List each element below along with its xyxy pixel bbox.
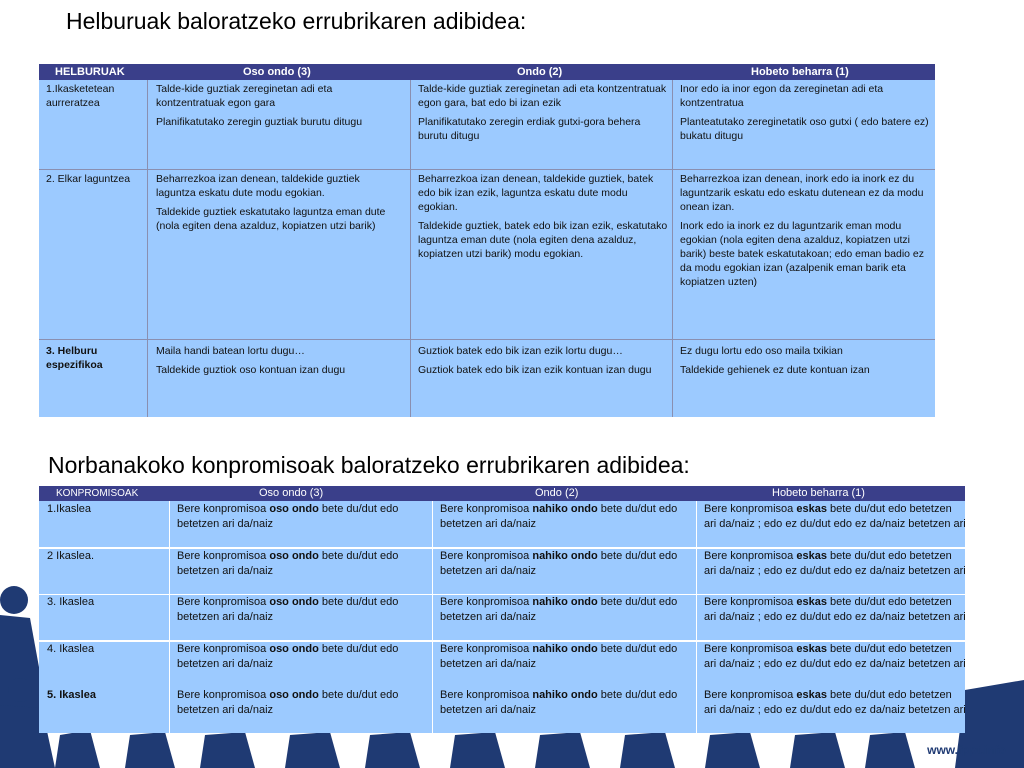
table-cell: Bere konpromisoa oso ondo bete du/dut edo betetzen ari da/naiz bbox=[177, 596, 399, 623]
table-cell: Bere konpromisoa eskas bete du/dut edo betetzen ari da/naiz ; edo ez du/dut edo ez da/naiz betetzen ari bbox=[704, 503, 966, 530]
table-row bbox=[39, 501, 965, 547]
table-row bbox=[39, 641, 965, 687]
table-cell: Guztiok batek edo bik izan ezik lortu dugu… Guztiok batek edo bik izan ezik kontuan izan dugu bbox=[418, 345, 652, 376]
footer-url: www.fppt.info bbox=[927, 743, 1006, 757]
header-very-good: Oso ondo (3) bbox=[243, 66, 311, 78]
header-very-good: Oso ondo (3) bbox=[259, 487, 324, 499]
table-cell: Beharrezkoa izan denean, inork edo ia inork ez du laguntzarik eskatu edo eskatu dutenean ez da modu onean izan. Inork edo ia inork ez du laguntzarik eman modu egokian (nola egiten dena azalduz, kopiatzen utzi barik) beste batek eskatutakoan; edo eman badio ez da modu egokian izan (azalpenik eman barik eta kopiatzen uzten) bbox=[680, 173, 924, 288]
table-cell: Ez dugu lortu edo oso maila txikian Taldekide gehienek ez dute kontuan izan bbox=[680, 345, 870, 376]
table-cell: Bere konpromisoa eskas bete du/dut edo betetzen ari da/naiz ; edo ez du/dut edo ez da/naiz betetzen ari bbox=[704, 549, 966, 577]
header-needs-improvement: Hobeto beharra (1) bbox=[751, 66, 849, 78]
table-cell: Maila handi batean lortu dugu… Taldekide guztiok oso kontuan izan dugu bbox=[156, 345, 346, 376]
goal-label: 1.Ikasketetean aurreratzea bbox=[46, 83, 115, 109]
goal-label: 2. Elkar laguntzea bbox=[46, 173, 131, 185]
table-cell: Bere konpromisoa oso ondo bete du/dut edo betetzen ari da/naiz bbox=[177, 689, 399, 716]
table-cell: Bere konpromisoa nahiko ondo bete du/dut edo betetzen ari da/naiz bbox=[440, 503, 678, 530]
table-cell: Bere konpromisoa nahiko ondo bete du/dut edo betetzen ari da/naiz bbox=[440, 596, 678, 623]
header-good: Ondo (2) bbox=[535, 487, 579, 499]
table-cell: Bere konpromisoa eskas bete du/dut edo betetzen ari da/naiz ; edo ez du/dut edo ez da/naiz betetzen ari bbox=[704, 596, 966, 623]
table-cell: Bere konpromisoa oso ondo bete du/dut edo betetzen ari da/naiz bbox=[177, 503, 399, 530]
table-row bbox=[39, 687, 965, 733]
table-cell: Bere konpromisoa oso ondo bete du/dut edo betetzen ari da/naiz bbox=[177, 549, 399, 577]
header-commitments: KONPROMISOAK bbox=[56, 488, 139, 499]
table-cell: 3. Ikaslea bbox=[47, 596, 95, 608]
table-cell: Bere konpromisoa eskas bete du/dut edo betetzen ari da/naiz ; edo ez du/dut edo ez da/naiz betetzen ari bbox=[704, 689, 966, 716]
table-cell: Beharrezkoa izan denean, taldekide guztiek laguntza eskatu dute modu egokian. Taldekide guztiek eskatutako laguntza eman dute (nola egiten dena azalduz, kopiatzen utzi barik) bbox=[156, 173, 386, 232]
commitments-rubric-table bbox=[39, 486, 965, 734]
table-cell: Bere konpromisoa nahiko ondo bete du/dut edo betetzen ari da/naiz bbox=[440, 642, 678, 670]
table-cell: 5. Ikaslea bbox=[47, 689, 96, 701]
header-needs-improvement: Hobeto beharra (1) bbox=[772, 487, 865, 499]
header-good: Ondo (2) bbox=[517, 66, 563, 78]
table-cell: Bere konpromisoa oso ondo bete du/dut edo betetzen ari da/naiz bbox=[177, 642, 399, 670]
table-header bbox=[39, 486, 965, 501]
table-cell: Bere konpromisoa nahiko ondo bete du/dut edo betetzen ari da/naiz bbox=[440, 689, 678, 716]
slide-title-goals: Helburuak baloratzeko errubrikaren adibidea: bbox=[66, 8, 527, 34]
table-cell: 4. Ikaslea bbox=[47, 642, 95, 655]
table-cell: 1.Ikaslea bbox=[47, 503, 92, 515]
slide-title-commitments: Norbanakoko konpromisoak baloratzeko errubrikaren adibidea: bbox=[48, 452, 690, 478]
goals-rubric-table bbox=[39, 64, 935, 417]
header-goals: HELBURUAK bbox=[55, 66, 125, 78]
table-cell: Beharrezkoa izan denean, taldekide guztiek, batek edo bik izan ezik, laguntza eskatu dute modu egokian. Taldekide guztiek, batek edo bik izan ezik, eskatutako laguntza eman dute (nola egiten dena azalduz, kopiatzen utzi barik) modu egokian. bbox=[418, 173, 668, 260]
table-cell: Talde-kide guztiak zereginetan adi eta kontzentratuak egon gara, bat edo bi izan ezik Planifikatutako zeregin erdiak gutxi-gora behera burutu ditugu bbox=[418, 83, 667, 142]
table-row bbox=[39, 594, 965, 640]
table-cell: 2 Ikaslea. bbox=[47, 549, 95, 562]
table-cell: Bere konpromisoa eskas bete du/dut edo betetzen ari da/naiz ; edo ez du/dut edo ez da/naiz betetzen ari bbox=[704, 642, 966, 670]
table-cell: Bere konpromisoa nahiko ondo bete du/dut edo betetzen ari da/naiz bbox=[440, 549, 678, 577]
table-cell: Talde-kide guztiak zereginetan adi eta kontzentratuak egon gara Planifikatutako zeregin guztiak burutu ditugu bbox=[156, 83, 363, 128]
table-row bbox=[39, 548, 965, 594]
table-cell: Inor edo ia inor egon da zereginetan adi eta kontzentratua Planteatutako zereginetatik oso gutxi ( edo batere ez) bukatu ditugu bbox=[680, 83, 929, 142]
goal-label: 3. Helburu espezifikoa bbox=[46, 345, 103, 371]
table-header bbox=[39, 64, 935, 80]
